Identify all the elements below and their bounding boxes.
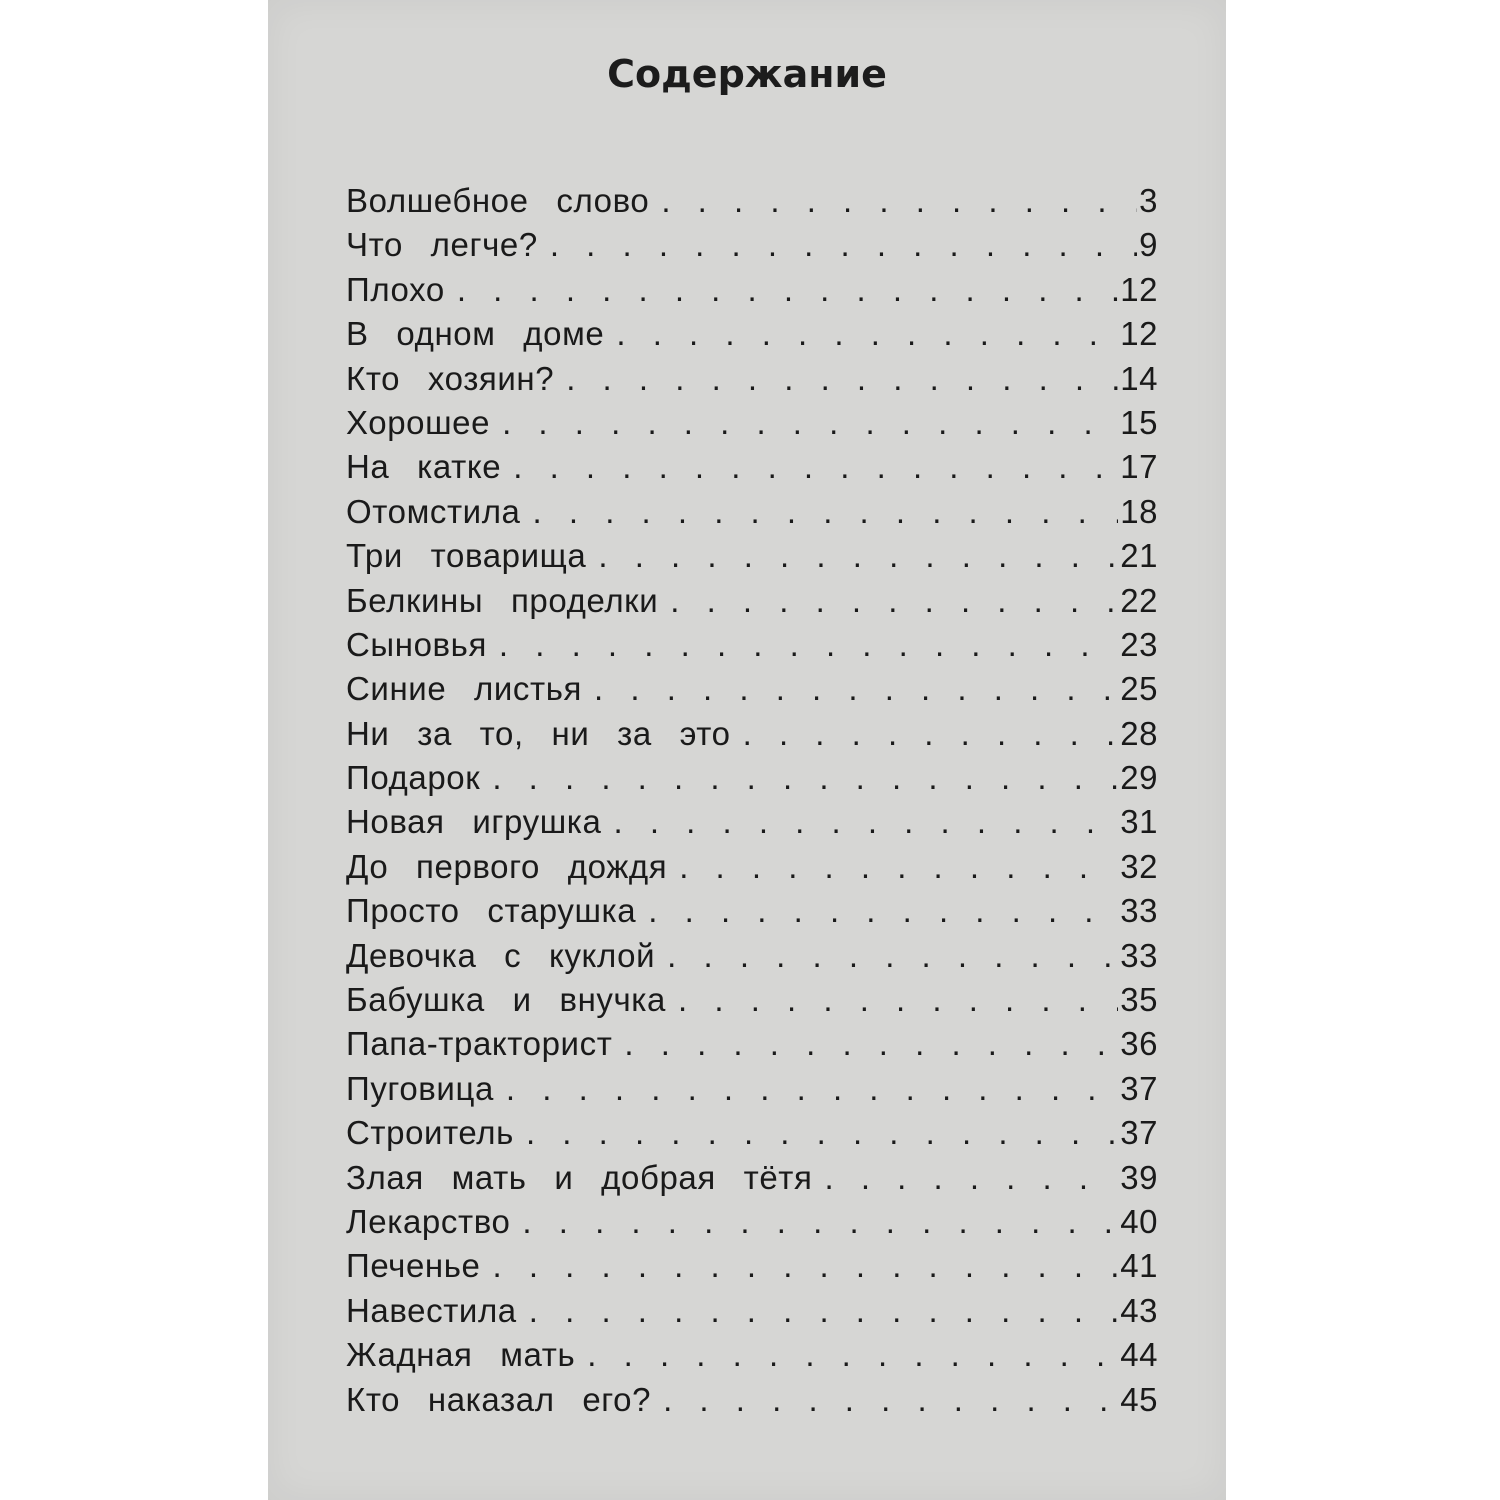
toc-entry-title: Кто наказал его? — [346, 1380, 652, 1418]
toc-entry-page-number: 29 — [1120, 759, 1158, 797]
dot-leader — [667, 937, 1118, 975]
toc-entry — [346, 182, 1158, 226]
toc-entry-title: На катке — [346, 448, 502, 486]
toc-entry-title: Кто хозяин? — [346, 359, 555, 397]
toc-entry — [346, 626, 1158, 670]
page-title: Содержание — [607, 52, 887, 96]
toc-entry-page-number: 36 — [1120, 1025, 1158, 1063]
toc-entry-title: Бабушка и внучка — [346, 981, 667, 1019]
toc-entry — [346, 759, 1158, 803]
toc-entry-title: Что легче? — [346, 226, 538, 264]
toc-entry — [346, 803, 1158, 847]
dot-leader — [457, 271, 1118, 309]
toc-entry-page-number: 9 — [1139, 226, 1158, 264]
toc-entry — [346, 937, 1158, 981]
toc-entry-page-number: 41 — [1120, 1247, 1158, 1285]
toc-entry-title: Лекарство — [346, 1202, 511, 1240]
toc-entry-title: Белкины проделки — [346, 581, 659, 619]
toc-entry-title: Подарок — [346, 759, 481, 797]
dot-leader — [824, 1159, 1118, 1197]
toc-entry-title: Жадная мать — [346, 1336, 576, 1374]
toc-entry — [346, 892, 1158, 936]
toc-entry-page-number: 15 — [1120, 403, 1158, 441]
toc-entry-title: Три товарища — [346, 537, 587, 575]
table-of-contents — [346, 182, 1158, 1425]
toc-entry-title: Новая игрушка — [346, 803, 602, 841]
toc-entry-page-number: 43 — [1120, 1291, 1158, 1329]
dot-leader — [616, 315, 1118, 353]
dot-leader — [522, 1203, 1118, 1241]
toc-entry — [346, 537, 1158, 581]
dot-leader — [566, 360, 1118, 398]
toc-entry-title: Отомстила — [346, 492, 521, 530]
toc-entry-page-number: 40 — [1120, 1202, 1158, 1240]
toc-entry-title: Ни за то, ни за это — [346, 714, 731, 752]
dot-leader — [613, 803, 1118, 841]
dot-leader — [499, 626, 1118, 664]
toc-entry-page-number: 22 — [1120, 581, 1158, 619]
dot-leader — [587, 1336, 1118, 1374]
toc-entry-title: Строитель — [346, 1114, 514, 1152]
toc-entry — [346, 226, 1158, 270]
dot-leader — [624, 1025, 1118, 1063]
toc-entry — [346, 360, 1158, 404]
toc-entry — [346, 1203, 1158, 1247]
toc-entry-page-number: 37 — [1120, 1069, 1158, 1107]
toc-entry — [346, 1381, 1158, 1425]
toc-entry-page-number: 33 — [1120, 892, 1158, 930]
toc-entry-page-number: 23 — [1120, 625, 1158, 663]
dot-leader — [493, 1247, 1119, 1285]
toc-entry-title: До первого дождя — [346, 847, 668, 885]
dot-leader — [550, 226, 1137, 264]
toc-entry — [346, 404, 1158, 448]
toc-entry-title: Злая мать и добрая тётя — [346, 1158, 813, 1196]
toc-entry — [346, 1025, 1158, 1069]
toc-entry-page-number: 3 — [1139, 182, 1158, 219]
book-page — [268, 0, 1226, 1500]
toc-entry-page-number: 45 — [1120, 1380, 1158, 1418]
toc-entry-title: Пуговица — [346, 1069, 494, 1107]
dot-leader — [513, 448, 1118, 486]
toc-entry — [346, 981, 1158, 1025]
toc-entry — [346, 1159, 1158, 1203]
toc-entry-page-number: 39 — [1120, 1158, 1158, 1196]
toc-entry-page-number: 21 — [1120, 537, 1158, 575]
toc-entry-title: Сыновья — [346, 625, 487, 663]
toc-entry — [346, 493, 1158, 537]
toc-entry-page-number: 18 — [1120, 492, 1158, 530]
toc-entry-page-number: 31 — [1120, 803, 1158, 841]
dot-leader — [594, 670, 1118, 708]
toc-entry — [346, 448, 1158, 492]
toc-entry — [346, 1070, 1158, 1114]
toc-entry — [346, 1114, 1158, 1158]
toc-entry-title: Волшебное слово — [346, 182, 650, 219]
dot-leader — [670, 582, 1118, 620]
dot-leader — [526, 1114, 1118, 1152]
dot-leader — [648, 892, 1118, 930]
toc-entry-page-number: 28 — [1120, 714, 1158, 752]
toc-entry-page-number: 33 — [1120, 936, 1158, 974]
dot-leader — [529, 1292, 1119, 1330]
dot-leader — [502, 404, 1118, 442]
toc-entry — [346, 715, 1158, 759]
toc-entry — [346, 1247, 1158, 1291]
toc-entry-page-number: 12 — [1120, 270, 1158, 308]
dot-leader — [661, 182, 1137, 220]
toc-entry — [346, 1292, 1158, 1336]
toc-entry-title: Навестила — [346, 1291, 517, 1329]
toc-entry-title: Плохо — [346, 270, 445, 308]
toc-entry-title: Девочка с куклой — [346, 936, 656, 974]
toc-entry — [346, 315, 1158, 359]
toc-entry-title: Папа-тракторист — [346, 1025, 613, 1063]
toc-entry — [346, 582, 1158, 626]
dot-leader — [598, 537, 1118, 575]
toc-entry-page-number: 17 — [1120, 448, 1158, 486]
toc-entry-page-number: 12 — [1120, 315, 1158, 353]
toc-entry-title: В одном доме — [346, 315, 605, 353]
dot-leader — [506, 1070, 1118, 1108]
dot-leader — [678, 981, 1118, 1019]
dot-leader — [492, 759, 1118, 797]
dot-leader — [663, 1381, 1118, 1419]
toc-entry-title: Синие листья — [346, 670, 583, 708]
toc-entry — [346, 271, 1158, 315]
toc-entry-title: Печенье — [346, 1247, 481, 1285]
toc-entry-page-number: 37 — [1120, 1114, 1158, 1152]
dot-leader — [533, 493, 1119, 531]
toc-entry-page-number: 35 — [1120, 981, 1158, 1019]
toc-entry-title: Просто старушка — [346, 892, 637, 930]
dot-leader — [743, 715, 1119, 753]
toc-entry — [346, 1336, 1158, 1380]
toc-entry — [346, 848, 1158, 892]
dot-leader — [679, 848, 1118, 886]
toc-entry-page-number: 44 — [1120, 1336, 1158, 1374]
toc-entry — [346, 670, 1158, 714]
toc-entry-page-number: 25 — [1120, 670, 1158, 708]
toc-entry-page-number: 14 — [1120, 359, 1158, 397]
toc-entry-title: Хорошее — [346, 403, 491, 441]
toc-entry-page-number: 32 — [1120, 847, 1158, 885]
